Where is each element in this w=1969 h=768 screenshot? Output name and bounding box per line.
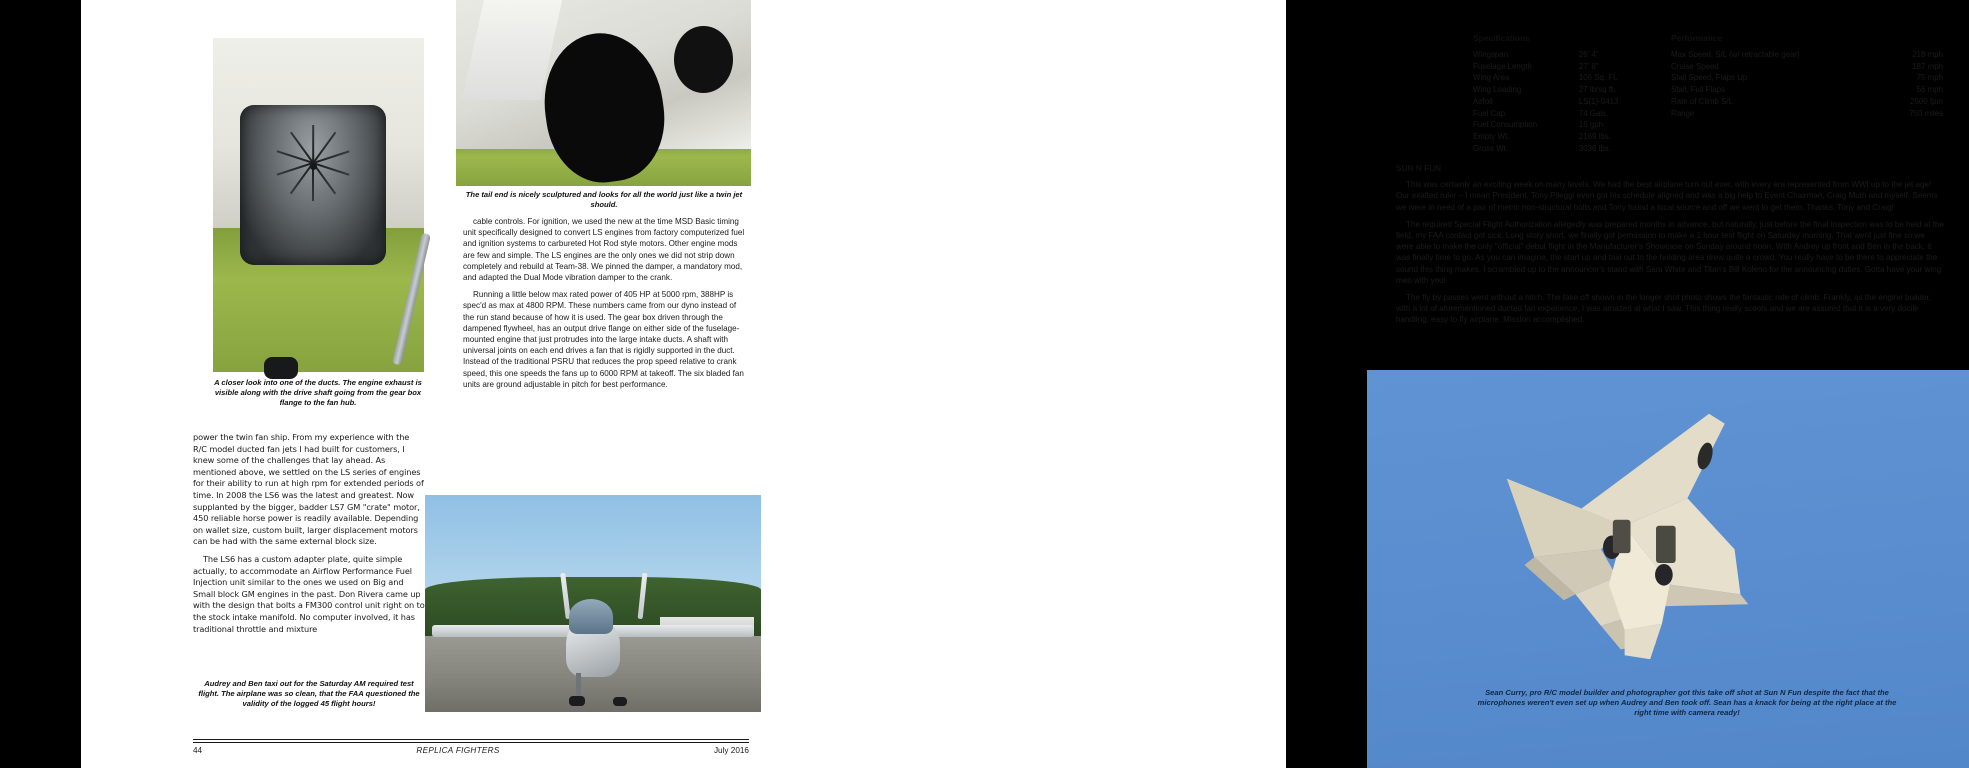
spec-value: 218 mph <box>1912 50 1943 59</box>
spec-label: Max Speed, S/L (w/ retractable gear) <box>1671 50 1800 59</box>
spec-value: 750 miles <box>1909 108 1943 118</box>
footer-rule-thin <box>193 742 749 743</box>
article-column-left <box>193 432 425 641</box>
spec-value: 106 Sq. Ft. <box>1578 73 1618 83</box>
footer-rule-thick <box>193 739 749 740</box>
caption-taxi-photo: Audrey and Ben taxi out for the Saturday AM required test flight. The airplane was so clean, that the FAA questioned the validity of the logged 45 flight hours! <box>198 679 420 709</box>
spec-value: 3036 lbs. <box>1578 143 1611 153</box>
table-row <box>1473 49 1643 61</box>
spec-label: Wing Area <box>1473 73 1510 83</box>
aircraft-in-flight-photo <box>1367 370 1969 768</box>
page-footer <box>193 739 749 755</box>
aircraft-silhouette <box>1463 402 1884 697</box>
spec-value: 2500 fpm <box>1910 96 1943 106</box>
page-number: 44 <box>193 745 203 755</box>
performance-heading: Performance <box>1671 33 1723 43</box>
table-row <box>1671 49 1943 61</box>
paragraph: Running a little below max rated power of 405 HP at 5000 rpm, 388HP is spec'd as max at 4800 RPM. These numbers came from our dyno instead of the run stand because of how it is used. The gear box driven through the dampened flywheel, has an output drive flange on either side of the fuselage-mounted engine that just protrudes into the large intake ducts. A shaft with universal joints on each end drives a fan that is rigidly supported in the duct. Instead of the traditional PSRU that reduces the prop speed relative to crank speed, this one speeds the fans up to 6000 RPM at takeoff. The six bladed fan units are ground adjustable in pitch for best performance. <box>463 290 744 389</box>
table-row <box>1671 84 1943 96</box>
spec-label: Fuel Consumption <box>1473 120 1538 130</box>
table-row <box>1473 143 1643 155</box>
spec-label: Airfoil <box>1473 96 1493 106</box>
table-row <box>1473 119 1643 131</box>
sun-n-fun-section <box>1396 163 1944 332</box>
spec-label: Stall, Full Flaps <box>1671 85 1725 95</box>
spec-label: Rate of Climb S/L <box>1671 96 1733 106</box>
left-page <box>81 0 749 768</box>
specifications-block <box>1473 33 1943 154</box>
spec-value: 15 gph <box>1578 120 1604 130</box>
spec-value: 56 mph <box>1916 85 1943 95</box>
spec-value: 27 lb/sq ft. <box>1578 85 1616 95</box>
ducted-fan-intake-photo <box>213 38 424 372</box>
paragraph: This was certainly an exciting week on many levels. We had the best airplane turn out ever, with every era represented from WWI up to the jet age! Our exalted ruler – I mean President, Tony Pileggi even got his schedule aligned and was a big help to Event Chairman, Craig Muth and myself. Seems we were in need of a pair of metric non-structural bolts and Tony found a local source and off we went to get them. Thanks, Tony and Craig! <box>1396 180 1938 212</box>
spec-value: 2169 lbs. <box>1578 131 1611 141</box>
table-row <box>1473 96 1643 108</box>
table-row <box>1671 72 1943 84</box>
spec-value: 74 Gals. <box>1578 108 1609 118</box>
spec-label: Cruise Speed <box>1671 61 1719 71</box>
spec-label: Empty Wt. <box>1473 131 1510 141</box>
spec-label: Fuselage Length <box>1473 61 1532 71</box>
performance-table <box>1671 33 1943 154</box>
table-row <box>1473 131 1643 143</box>
table-row <box>1473 61 1643 73</box>
spec-label: Fuel Cap. <box>1473 108 1508 118</box>
spec-label: Gross Wt. <box>1473 143 1509 153</box>
table-row <box>1473 72 1643 84</box>
table-row <box>1671 96 1943 108</box>
spec-value: 187 mph <box>1912 61 1943 71</box>
page-spread <box>81 0 1944 768</box>
spec-value: 26' 4" <box>1578 50 1599 59</box>
paragraph: cable controls. For ignition, we used the new at the time MSD Basic timing unit specifically designed to convert LS engines from factory computerized fuel and ignition systems to carbureted Hot Rod style motors. Other engine mods are few and simple. The LS engines are the only ones we did not strip down completely and rebuild at Team-38. We pinned the damper, a mandatory mod, and adapted the Dual Mode vibration damper to the crank. <box>463 217 745 283</box>
spec-label: Stall Speed, Flaps Up <box>1671 73 1748 83</box>
caption-tail-photo: The tail end is nicely sculptured and looks for all the world just like a twin jet should. <box>465 190 743 210</box>
spec-value: 75 mph <box>1916 73 1943 83</box>
spec-value: 27' 8" <box>1578 61 1599 71</box>
spec-label: Range <box>1671 108 1695 118</box>
specifications-heading: Specifications <box>1473 33 1530 43</box>
table-row <box>1671 108 1943 120</box>
section-heading: SUN N FUN <box>1396 163 1442 173</box>
table-row <box>1671 61 1943 73</box>
right-page <box>683 0 1944 768</box>
issue-date: July 2016 <box>713 745 749 755</box>
paragraph: The required Special Flight Authorization allegedly was prepared months in advance, but naturally, just before the final inspection was to be held at the field, my FAA contact got sick. Long story short, we finally got permission to make a 1 hour test flight on Saturday morning. That went just fine so we were able to make the only "official" debut flight in the Manufacturer's Showcase on Sunday around noon. With Andrey up front and Ben in the back, it was finally time to go. As you can imagine, the start up and taxi out to the holding area drew quite a crowd. You really have to be there to appreciate the sound this thing makes. I scrambled up to the announcer's stand with Sam White and Titan's Bill Koleno for the announcing duties. Gotta have your wing men with you! <box>1396 219 1944 285</box>
specifications-rows <box>1473 49 1643 154</box>
spec-value: LS(1)-0413 <box>1578 96 1619 106</box>
caption-duct-photo: A closer look into one of the ducts. The engine exhaust is visible along with the drive shaft going from the gear box flange to the fan hub. <box>214 378 422 408</box>
paragraph: The fly by passes went without a hitch. The take off shown in the longer shot photo shows the fantastic rate of climb. Frankly, as the engine builder, with a lot of aforementioned ducted fan experience, I was amazed at what I saw. This thing really scoots and we are assured that it is a very docile handling, easy to fly airplane. Mission accomplished. <box>1396 293 1932 325</box>
caption-flight-photo: Sean Curry, pro R/C model builder and photographer got this take off shot at Sun N Fun despite the fact that the microphones weren't even set up when Audrey and Ben took off. Sean has a knack for being at the right place at the right time with camera ready! <box>1477 688 1897 718</box>
publication-name: REPLICA FIGHTERS <box>416 745 500 755</box>
table-row <box>1473 84 1643 96</box>
spec-label: Wing Loading <box>1473 85 1522 95</box>
table-row <box>1473 108 1643 120</box>
paragraph: The LS6 has a custom adapter plate, quite simple actually, to accommodate an Airflow Performance Fuel Injection unit similar to the ones we used on Big and Small block GM engines in the past. Don Rivera came up with the design that bolts a FM300 control unit right on to the stock intake manifold. No computer involved, it has traditional throttle and mixture <box>193 553 425 634</box>
performance-rows <box>1671 49 1943 119</box>
paragraph: power the twin fan ship. From my experience with the R/C model ducted fan jets I had built for customers, I knew some of the challenges that lay ahead. As mentioned above, we settled on the LS series of engines for their ability to run at high rpm for extended periods of time. In 2008 the LS6 was the latest and greatest. Now supplanted by the bigger, badder LS7 GM "crate" motor, 450 reliable horse power is readily available. Depending on wallet size, custom built, larger displacement motors can be had with the same external block size. <box>193 432 424 547</box>
spec-label: Wingspan <box>1473 50 1509 59</box>
specifications-table <box>1473 33 1643 154</box>
